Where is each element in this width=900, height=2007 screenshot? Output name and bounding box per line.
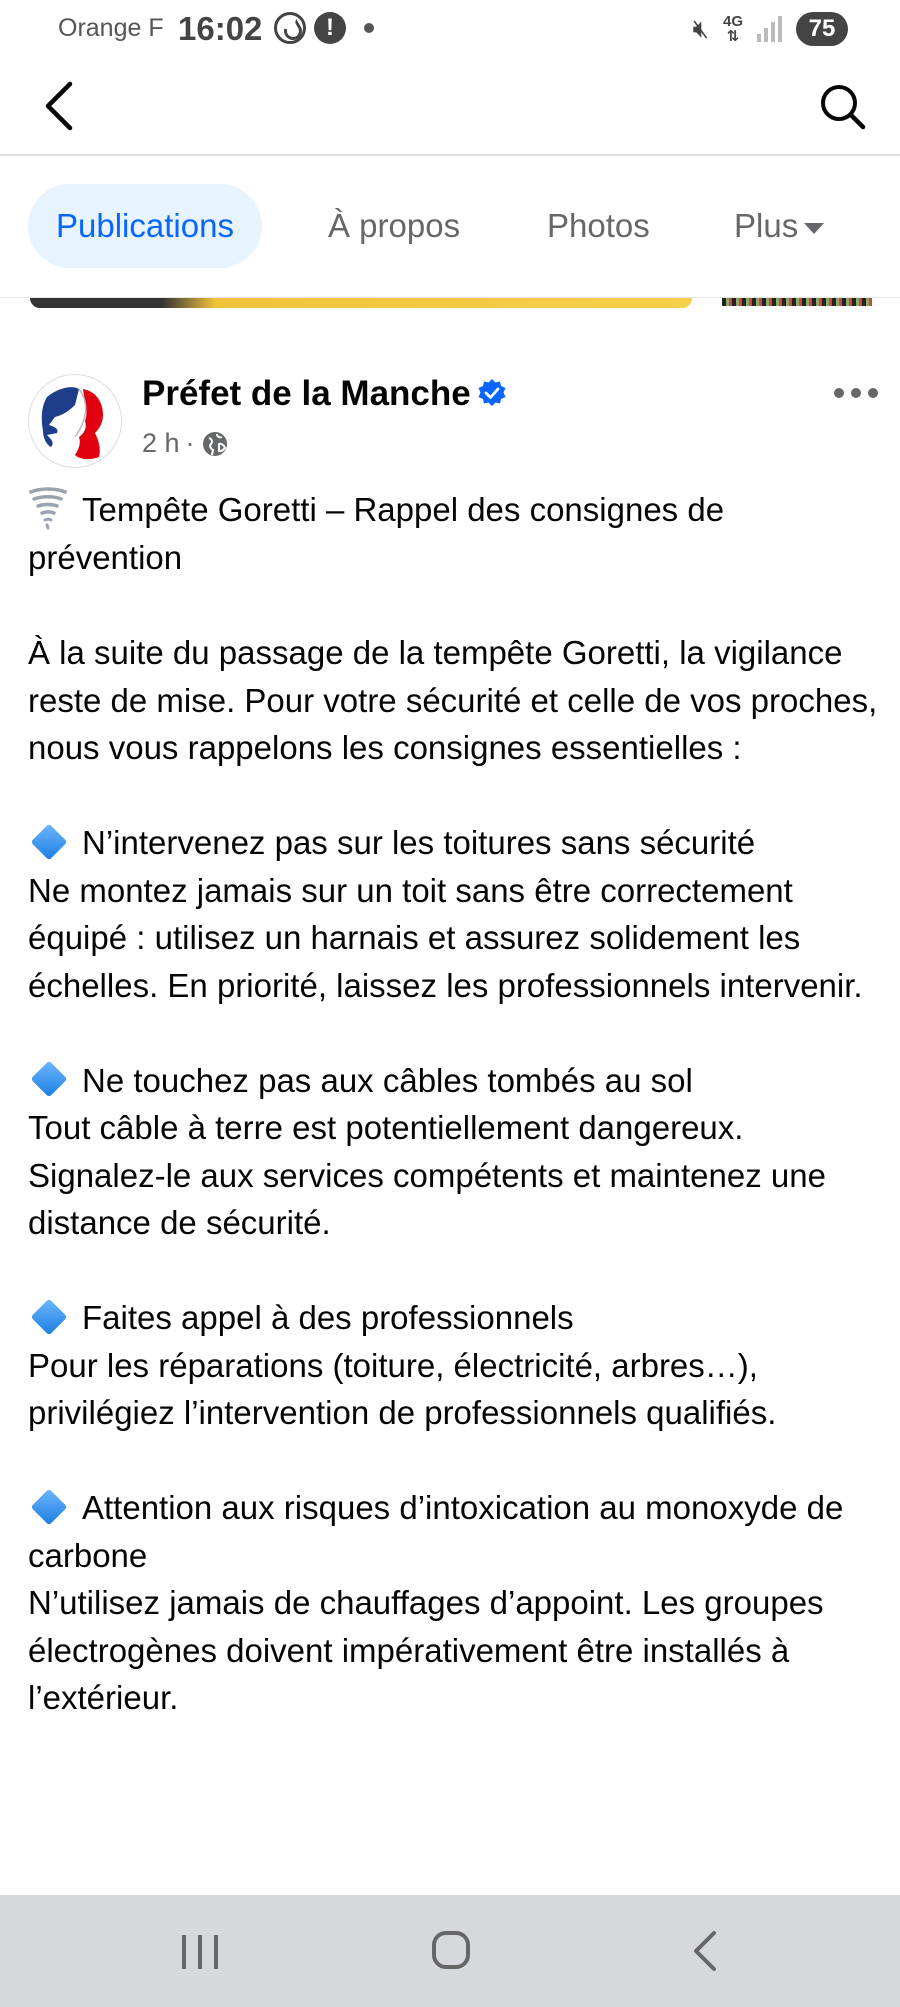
more-options-icon[interactable] (834, 388, 878, 398)
status-bar (0, 0, 900, 58)
item-heading: N’intervenez pas sur les toitures sans sécurité (82, 824, 756, 862)
more-notifications-icon (364, 23, 374, 33)
previous-post-image-secondary[interactable] (722, 298, 872, 306)
list-item (28, 1294, 878, 1437)
post-meta (142, 428, 229, 459)
blue-diamond-icon (31, 1488, 68, 1525)
item-heading: Attention aux risques d’intoxication au monoxyde de carbone (28, 1489, 844, 1574)
item-heading: Faites appel à des professionnels (82, 1299, 574, 1337)
top-app-bar (0, 58, 900, 156)
post-time[interactable]: 2 h (142, 428, 180, 458)
post-author[interactable] (142, 374, 507, 414)
post-intro: À la suite du passage de la tempête Goretti, la vigilance reste de mise. Pour votre sécurité et celle de vos proches, nous vous rappelons les consignes essentielles : (28, 634, 878, 767)
mute-icon: 🔇︎ (692, 13, 709, 43)
blue-diamond-icon (31, 823, 68, 860)
list-item (28, 819, 878, 1009)
signal-icon (757, 16, 782, 42)
meta-separator: · (185, 428, 195, 458)
network-type: 4G ⇅ (722, 13, 743, 45)
post-header (0, 370, 900, 470)
carrier-name: Orange F (58, 14, 164, 42)
globe-icon (201, 430, 229, 458)
tab-publications[interactable]: Publications (28, 184, 262, 268)
system-navigation-bar (0, 1895, 900, 2007)
item-text: Ne montez jamais sur un toit sans être correctement équipé : utilisez un harnais et assurez solidement les échelles. En priorité, laissez les professionnels intervenir. (28, 871, 863, 1004)
post-title: Tempête Goretti – Rappel des consignes de prévention (28, 491, 725, 577)
item-text: N’utilisez jamais de chauffages d’appoint. Les groupes électrogènes doivent impérativement être installés à l’extérieur. (28, 1584, 824, 1717)
battery-indicator: 75 (796, 12, 848, 46)
list-item (28, 1057, 878, 1247)
tab-more-label: Plus (734, 207, 799, 244)
blue-diamond-icon (31, 1061, 68, 1098)
whatsapp-icon (274, 12, 306, 44)
back-icon[interactable] (40, 80, 80, 132)
caret-down-icon (804, 223, 824, 234)
page-tabs (0, 158, 900, 298)
tab-photos[interactable]: Photos (547, 207, 650, 244)
list-item (28, 1484, 878, 1722)
marianne-logo-icon (29, 375, 122, 468)
post-text (28, 486, 878, 1722)
home-icon[interactable] (432, 1931, 470, 1969)
clock: 16:02 (178, 10, 263, 47)
notification-icons (274, 12, 374, 44)
tab-about[interactable]: À propos (328, 207, 461, 244)
recent-apps-icon[interactable] (182, 1935, 218, 1969)
item-text: Tout câble à terre est potentiellement dangereux. Signalez-le aux services compétents et maintenez une distance de sécurité. (28, 1109, 826, 1242)
item-heading: Ne touchez pas aux câbles tombés au sol (82, 1061, 693, 1099)
search-icon[interactable] (818, 82, 866, 130)
tornado-icon (28, 486, 68, 530)
avatar[interactable] (28, 374, 122, 468)
nav-back-icon[interactable] (690, 1929, 720, 1973)
blue-diamond-icon (31, 1298, 68, 1335)
alert-icon: ! (314, 12, 346, 44)
post-title-line (28, 486, 878, 582)
post-author-name: Préfet de la Manche (142, 374, 471, 413)
verified-icon (477, 378, 507, 408)
system-icons (693, 12, 848, 46)
item-text: Pour les réparations (toiture, électricité, arbres…), privilégiez l’intervention de professionnels qualifiés. (28, 1346, 777, 1432)
tab-more[interactable] (734, 184, 824, 268)
previous-post-image[interactable] (30, 298, 692, 308)
